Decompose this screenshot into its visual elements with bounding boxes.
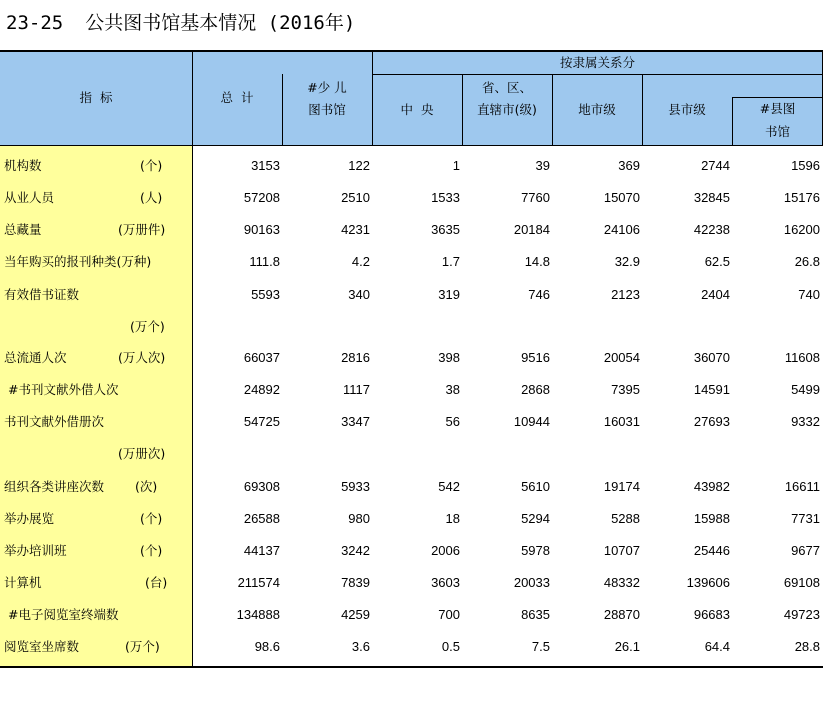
cell-county-library: 49723 xyxy=(783,607,820,622)
cell-total: 111.8 xyxy=(249,254,280,269)
row-label: #电子阅览室终端数 xyxy=(4,607,119,622)
cell-county: 64.4 xyxy=(704,639,730,654)
cell-prefecture: 5288 xyxy=(611,511,640,526)
header-prefecture: 地市级 xyxy=(578,102,616,117)
cell-central: 319 xyxy=(438,287,460,302)
cell-total: 90163 xyxy=(243,222,280,237)
row-unit: (万人次) xyxy=(118,350,166,365)
cell-county: 27693 xyxy=(693,414,730,429)
row-unit: (万个) xyxy=(130,319,165,334)
cell-county-library: 16200 xyxy=(783,222,820,237)
cell-county: 2744 xyxy=(701,158,730,173)
row-label: 组织各类讲座次数 xyxy=(4,479,105,494)
cell-prefecture: 2123 xyxy=(611,287,640,302)
cell-county-library: 1596 xyxy=(791,158,820,173)
cell-county-library: 7731 xyxy=(791,511,820,526)
cell-children-library: 4231 xyxy=(341,222,370,237)
header-children-line2: 图书馆 xyxy=(308,102,346,117)
cell-province: 20184 xyxy=(513,222,550,237)
cell-county: 2404 xyxy=(701,287,730,302)
cell-children-library: 1117 xyxy=(343,382,370,397)
row-unit: (人) xyxy=(140,190,163,205)
cell-province: 746 xyxy=(528,287,550,302)
cell-province: 7760 xyxy=(521,190,550,205)
cell-county-library: 9677 xyxy=(791,543,820,558)
cell-county-library: 28.8 xyxy=(794,639,820,654)
header-central: 中 央 xyxy=(400,102,434,117)
row-label: 书刊文献外借册次 xyxy=(4,414,105,429)
cell-total: 26588 xyxy=(243,511,280,526)
cell-province: 5978 xyxy=(521,543,550,558)
header-total: 总 计 xyxy=(220,90,254,105)
cell-children-library: 5933 xyxy=(341,479,370,494)
cell-total: 44137 xyxy=(243,543,280,558)
header-group-rule xyxy=(372,74,823,75)
row-label: 举办培训班 xyxy=(4,543,67,558)
cell-children-library: 122 xyxy=(348,158,370,173)
cell-central: 18 xyxy=(445,511,460,526)
cell-county-library: 26.8 xyxy=(794,254,820,269)
cell-total: 134888 xyxy=(236,607,280,622)
cell-children-library: 980 xyxy=(348,511,370,526)
header-affiliation-group: 按隶属关系分 xyxy=(559,55,635,70)
cell-total: 54725 xyxy=(243,414,280,429)
cell-county-library: 740 xyxy=(798,287,820,302)
row-unit: (个) xyxy=(140,511,163,526)
row-label: 从业人员 xyxy=(4,190,55,205)
cell-children-library: 2816 xyxy=(341,350,370,365)
cell-province: 5610 xyxy=(521,479,550,494)
cell-total: 66037 xyxy=(243,350,280,365)
row-unit: (个) xyxy=(140,158,163,173)
cell-central: 0.5 xyxy=(441,639,460,654)
cell-central: 1533 xyxy=(431,190,460,205)
table-number: 23-25 xyxy=(6,12,64,34)
cell-prefecture: 16031 xyxy=(603,414,640,429)
cell-province: 8635 xyxy=(521,607,550,622)
cell-children-library: 3347 xyxy=(341,414,370,429)
cell-province: 10944 xyxy=(513,414,550,429)
cell-total: 3153 xyxy=(251,158,280,173)
cell-central: 700 xyxy=(438,607,460,622)
cell-county: 96683 xyxy=(693,607,730,622)
cell-prefecture: 24106 xyxy=(603,222,640,237)
cell-central: 542 xyxy=(438,479,460,494)
row-label: 有效借书证数 xyxy=(4,287,80,302)
cell-county: 25446 xyxy=(693,543,730,558)
cell-county: 42238 xyxy=(693,222,730,237)
cell-county: 139606 xyxy=(686,575,730,590)
row-label: 总流通人次 xyxy=(4,350,67,365)
cell-central: 56 xyxy=(445,414,460,429)
cell-prefecture: 19174 xyxy=(603,479,640,494)
cell-province: 20033 xyxy=(513,575,550,590)
cell-central: 1 xyxy=(452,158,460,173)
row-unit: (万个) xyxy=(125,639,160,654)
header-bottom-rule xyxy=(0,145,823,146)
header-indicator: 指 标 xyxy=(79,90,113,105)
header-county-lib-line1: #县图 xyxy=(759,101,796,116)
cell-total: 98.6 xyxy=(254,639,280,654)
cell-province: 9516 xyxy=(521,350,550,365)
cell-county: 32845 xyxy=(693,190,730,205)
cell-prefecture: 7395 xyxy=(611,382,640,397)
cell-total: 57208 xyxy=(243,190,280,205)
cell-prefecture: 28870 xyxy=(603,607,640,622)
cell-county: 43982 xyxy=(693,479,730,494)
header-county: 县市级 xyxy=(668,102,706,117)
row-unit: (万册次) xyxy=(118,446,166,461)
cell-total: 5593 xyxy=(251,287,280,302)
cell-children-library: 4259 xyxy=(341,607,370,622)
cell-central: 2006 xyxy=(431,543,460,558)
cell-county: 36070 xyxy=(693,350,730,365)
cell-children-library: 3.6 xyxy=(351,639,370,654)
cell-prefecture: 48332 xyxy=(603,575,640,590)
header-children-line1: #少 儿 xyxy=(307,80,347,95)
row-label: 阅览室坐席数 xyxy=(4,639,80,654)
cell-county-library: 69108 xyxy=(783,575,820,590)
row-unit: (个) xyxy=(140,543,163,558)
cell-county-library: 16611 xyxy=(784,479,820,494)
header-county-lib-line2: 书馆 xyxy=(764,124,790,139)
cell-children-library: 3242 xyxy=(341,543,370,558)
cell-prefecture: 20054 xyxy=(603,350,640,365)
table-bottom-rule xyxy=(0,666,823,668)
cell-prefecture: 26.1 xyxy=(614,639,640,654)
row-label: 机构数 xyxy=(4,158,42,173)
cell-county-library: 5499 xyxy=(791,382,820,397)
cell-central: 398 xyxy=(438,350,460,365)
table-top-rule xyxy=(0,50,823,52)
cell-total: 24892 xyxy=(243,382,280,397)
cell-children-library: 7839 xyxy=(341,575,370,590)
cell-county-library: 15176 xyxy=(783,190,820,205)
cell-county: 15988 xyxy=(693,511,730,526)
table-title: 公共图书馆基本情况 (2016年) xyxy=(85,12,356,34)
row-label: #书刊文献外借人次 xyxy=(4,382,119,397)
cell-total: 69308 xyxy=(243,479,280,494)
cell-county: 62.5 xyxy=(704,254,730,269)
header-sub-rule xyxy=(732,97,823,98)
cell-central: 3635 xyxy=(431,222,460,237)
cell-central: 38 xyxy=(445,382,460,397)
row-label: 计算机 xyxy=(4,575,42,590)
cell-county: 14591 xyxy=(693,382,730,397)
cell-province: 7.5 xyxy=(531,639,550,654)
cell-children-library: 4.2 xyxy=(351,254,370,269)
cell-central: 1.7 xyxy=(441,254,460,269)
cell-county-library: 9332 xyxy=(791,414,820,429)
cell-province: 14.8 xyxy=(524,254,550,269)
row-unit: (次) xyxy=(135,479,158,494)
cell-prefecture: 32.9 xyxy=(614,254,640,269)
header-province-line2: 直辖市(级) xyxy=(477,102,537,117)
cell-prefecture: 369 xyxy=(618,158,640,173)
cell-province: 2868 xyxy=(521,382,550,397)
row-unit: (万册件) xyxy=(118,222,166,237)
header-province-line1: 省、区、 xyxy=(481,80,532,95)
row-label: 举办展览 xyxy=(4,511,55,526)
row-label: 总藏量 xyxy=(4,222,42,237)
cell-county-library: 11608 xyxy=(784,350,820,365)
cell-province: 39 xyxy=(535,158,550,173)
cell-children-library: 340 xyxy=(348,287,370,302)
cell-total: 211574 xyxy=(237,575,280,590)
row-label: 当年购买的报刊种类(万种) xyxy=(4,254,152,269)
page-title xyxy=(6,8,355,35)
cell-province: 5294 xyxy=(521,511,550,526)
row-unit: (台) xyxy=(145,575,168,590)
cell-central: 3603 xyxy=(431,575,460,590)
cell-prefecture: 10707 xyxy=(603,543,640,558)
cell-prefecture: 15070 xyxy=(603,190,640,205)
cell-children-library: 2510 xyxy=(341,190,370,205)
